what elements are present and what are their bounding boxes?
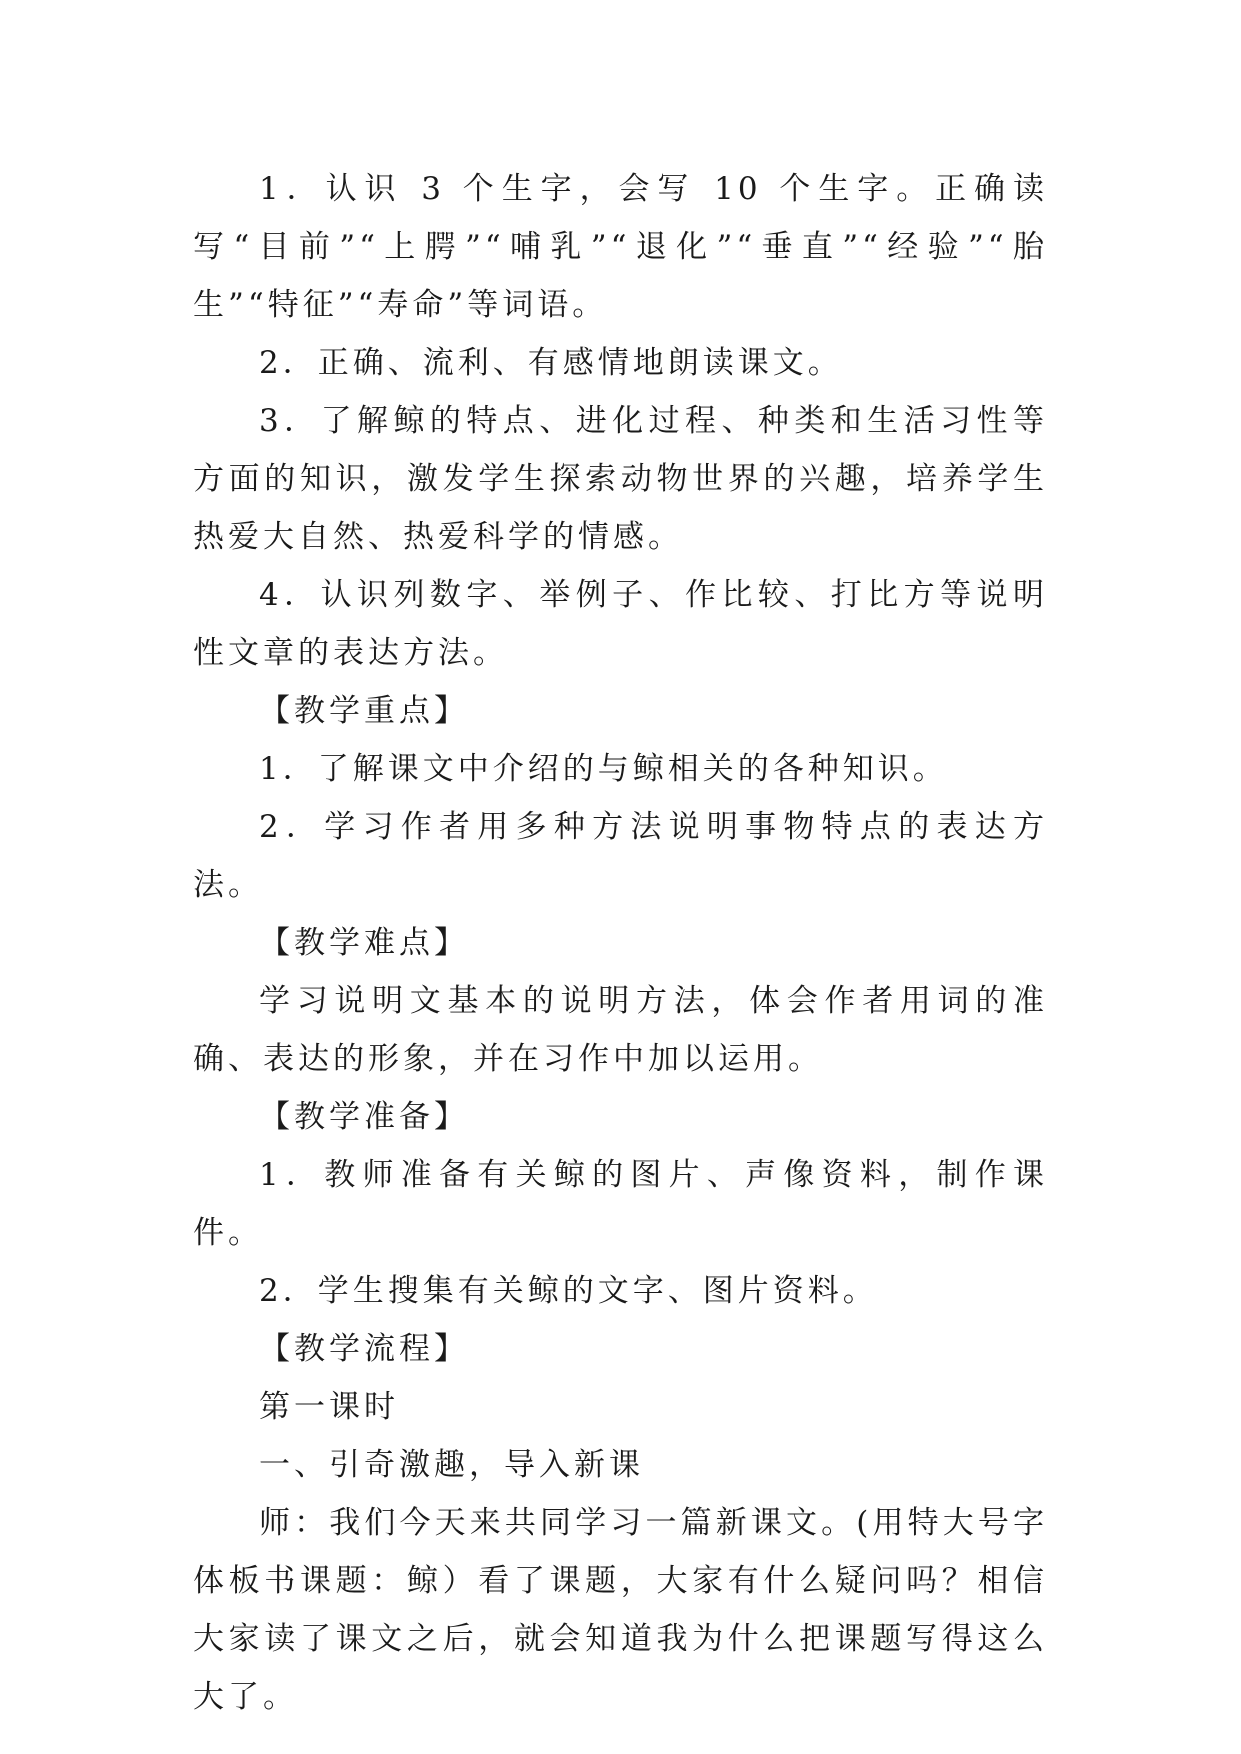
lesson-title: 第一课时 (259, 1389, 399, 1425)
preparation-item-1: 1．教师准备有关鲸的图片、声像资料，制作课件。 (193, 1157, 1048, 1251)
objective-1: 1．认识 3 个生字，会写 10 个生字。正确读写“目前”“上腭”“哺乳”“退化”“垂直”“经验”“胎生”“特征”“寿命”等词语。 (193, 171, 1048, 323)
document-page (193, 160, 1048, 1726)
key-points-heading: 【教学重点】 (259, 693, 469, 729)
key-point-2: 2．学习作者用多种方法说明事物特点的表达方法。 (193, 809, 1048, 903)
process-heading: 【教学流程】 (259, 1331, 469, 1367)
section-title: 一、引奇激趣，导入新课 (259, 1447, 644, 1483)
objective-4: 4．认识列数字、举例子、作比较、打比方等说明性文章的表达方法。 (193, 577, 1048, 671)
preparation-heading: 【教学准备】 (259, 1099, 469, 1135)
objective-2: 2．正确、流利、有感情地朗读课文。 (259, 345, 843, 381)
difficulties-text: 学习说明文基本的说明方法，体会作者用词的准确、表达的形象，并在习作中加以运用。 (193, 983, 1048, 1077)
key-point-1: 1．了解课文中介绍的与鲸相关的各种知识。 (259, 751, 948, 787)
objective-3: 3．了解鲸的特点、进化过程、种类和生活习性等方面的知识，激发学生探索动物世界的兴趣，培养学生热爱大自然、热爱科学的情感。 (193, 403, 1048, 555)
teacher-intro-text: 师：我们今天来共同学习一篇新课文。(用特大号字体板书课题：鲸）看了课题，大家有什么疑问吗？相信大家读了课文之后，就会知道我为什么把课题写得这么大了。 (193, 1505, 1048, 1715)
preparation-item-2: 2．学生搜集有关鲸的文字、图片资料。 (259, 1273, 878, 1309)
difficulties-heading: 【教学难点】 (259, 925, 469, 961)
